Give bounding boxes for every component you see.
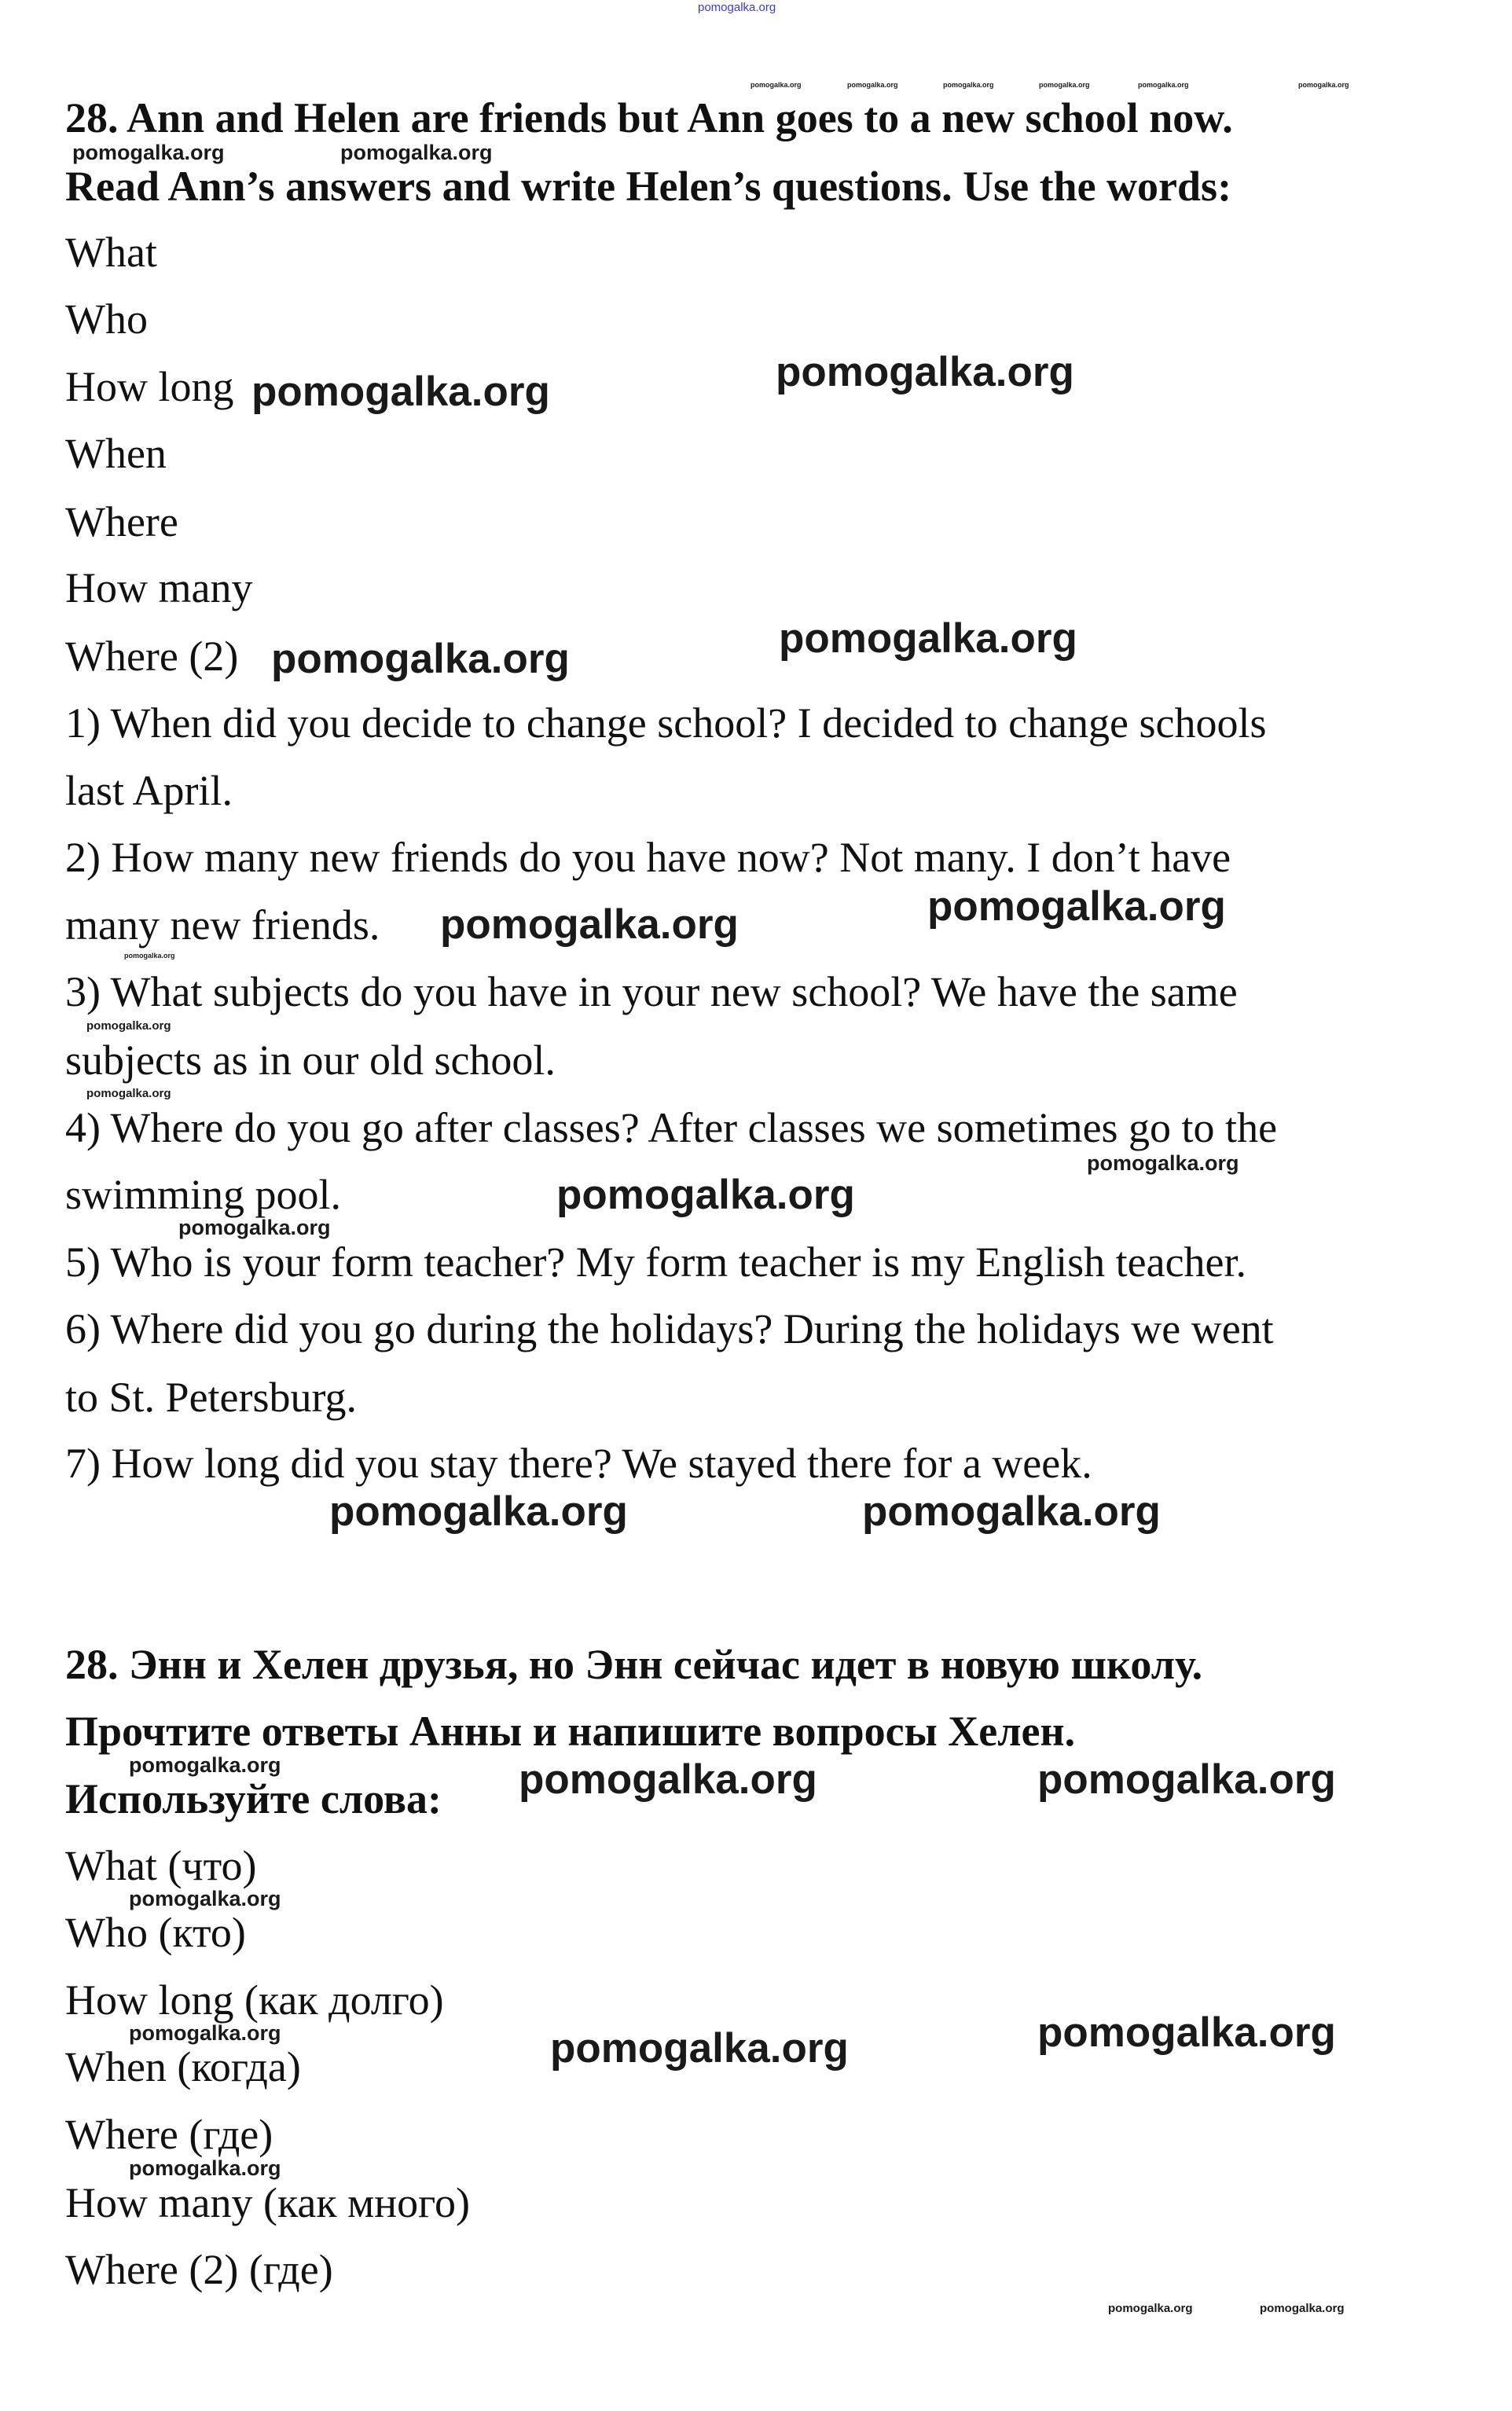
watermark: pomogalka.org	[178, 1216, 331, 1239]
watermark: pomogalka.org	[1037, 2009, 1336, 2056]
answer-line: 7) How long did you stay there? We stayed there for a week.	[65, 1440, 1092, 1487]
answer-line: 4) Where do you go after classes? After classes we sometimes go to the	[65, 1104, 1278, 1151]
watermark: pomogalka.org	[556, 1172, 855, 1218]
watermark: pomogalka.org	[329, 1488, 628, 1535]
watermark: pomogalka.org	[86, 1019, 171, 1033]
watermark: pomogalka.org	[440, 901, 739, 948]
exercise-title-ru: 28. Энн и Хелен друзья, но Энн сейчас идет в новую школу.	[65, 1641, 1203, 1688]
answer-line: swimming pool.	[65, 1171, 342, 1218]
watermark: pomogalka.org	[1108, 2302, 1193, 2315]
exercise-title: 28. Ann and Helen are friends but Ann goes to a new school now.	[65, 94, 1233, 141]
word-item: What	[65, 229, 157, 276]
watermark: pomogalka.org	[340, 141, 493, 164]
watermark: pomogalka.org	[943, 81, 994, 89]
watermark: pomogalka.org	[779, 615, 1077, 662]
answer-line: subjects as in our old school.	[65, 1037, 556, 1084]
word-item-ru: Who (кто)	[65, 1909, 246, 1956]
watermark: pomogalka.org	[129, 1887, 281, 1910]
watermark: pomogalka.org	[550, 2025, 849, 2072]
watermark: pomogalka.org	[1298, 81, 1349, 89]
watermark: pomogalka.org	[251, 369, 550, 415]
watermark: pomogalka.org	[124, 952, 175, 960]
header-watermark: pomogalka.org	[698, 1, 776, 14]
exercise-instruction-ru: Используйте слова:	[65, 1775, 442, 1822]
answer-line: 3) What subjects do you have in your new school? We have the same	[65, 968, 1238, 1015]
word-item: How many	[65, 564, 253, 611]
answer-line: to St. Petersburg.	[65, 1374, 358, 1421]
word-item-ru: Where (где)	[65, 2111, 273, 2158]
answer-line: 2) How many new friends do you have now? Not many. I don’t have	[65, 834, 1231, 881]
word-item: Where	[65, 498, 178, 545]
word-item: When	[65, 430, 167, 477]
watermark: pomogalka.org	[1260, 2302, 1345, 2315]
word-item-ru: What (что)	[65, 1842, 257, 1889]
word-item: How long	[65, 363, 234, 410]
word-item-ru: How many (как много)	[65, 2179, 470, 2226]
word-item-ru: How long (как долго)	[65, 1976, 444, 2024]
answer-line: many new friends.	[65, 901, 380, 949]
word-item-ru: Where (2) (где)	[65, 2246, 333, 2293]
exercise-instruction: Read Ann’s answers and write Helen’s questions. Use the words:	[65, 163, 1232, 210]
word-item: Who	[65, 295, 148, 343]
watermark: pomogalka.org	[1087, 1151, 1239, 1175]
exercise-instruction-ru: Прочтите ответы Анны и напишите вопросы Хелен.	[65, 1708, 1076, 1755]
watermark: pomogalka.org	[72, 141, 225, 164]
word-item-ru: When (когда)	[65, 2043, 301, 2090]
watermark: pomogalka.org	[847, 81, 898, 89]
watermark: pomogalka.org	[1138, 81, 1189, 89]
watermark: pomogalka.org	[750, 81, 802, 89]
answer-line: 6) Where did you go during the holidays? During the holidays we went	[65, 1305, 1274, 1352]
answer-line: 1) When did you decide to change school? I decided to change schools	[65, 699, 1267, 747]
watermark: pomogalka.org	[129, 2156, 281, 2180]
watermark: pomogalka.org	[1037, 1756, 1336, 1803]
answer-line: 5) Who is your form teacher? My form teacher is my English teacher.	[65, 1239, 1247, 1286]
watermark: pomogalka.org	[86, 1087, 171, 1100]
watermark: pomogalka.org	[862, 1488, 1161, 1535]
watermark: pomogalka.org	[1039, 81, 1090, 89]
watermark: pomogalka.org	[129, 2021, 281, 2045]
word-item: Where (2)	[65, 633, 239, 680]
watermark: pomogalka.org	[519, 1756, 817, 1803]
watermark: pomogalka.org	[776, 349, 1074, 395]
answer-line: last April.	[65, 767, 233, 814]
watermark: pomogalka.org	[129, 1753, 281, 1777]
watermark: pomogalka.org	[271, 636, 570, 682]
watermark: pomogalka.org	[927, 883, 1226, 930]
